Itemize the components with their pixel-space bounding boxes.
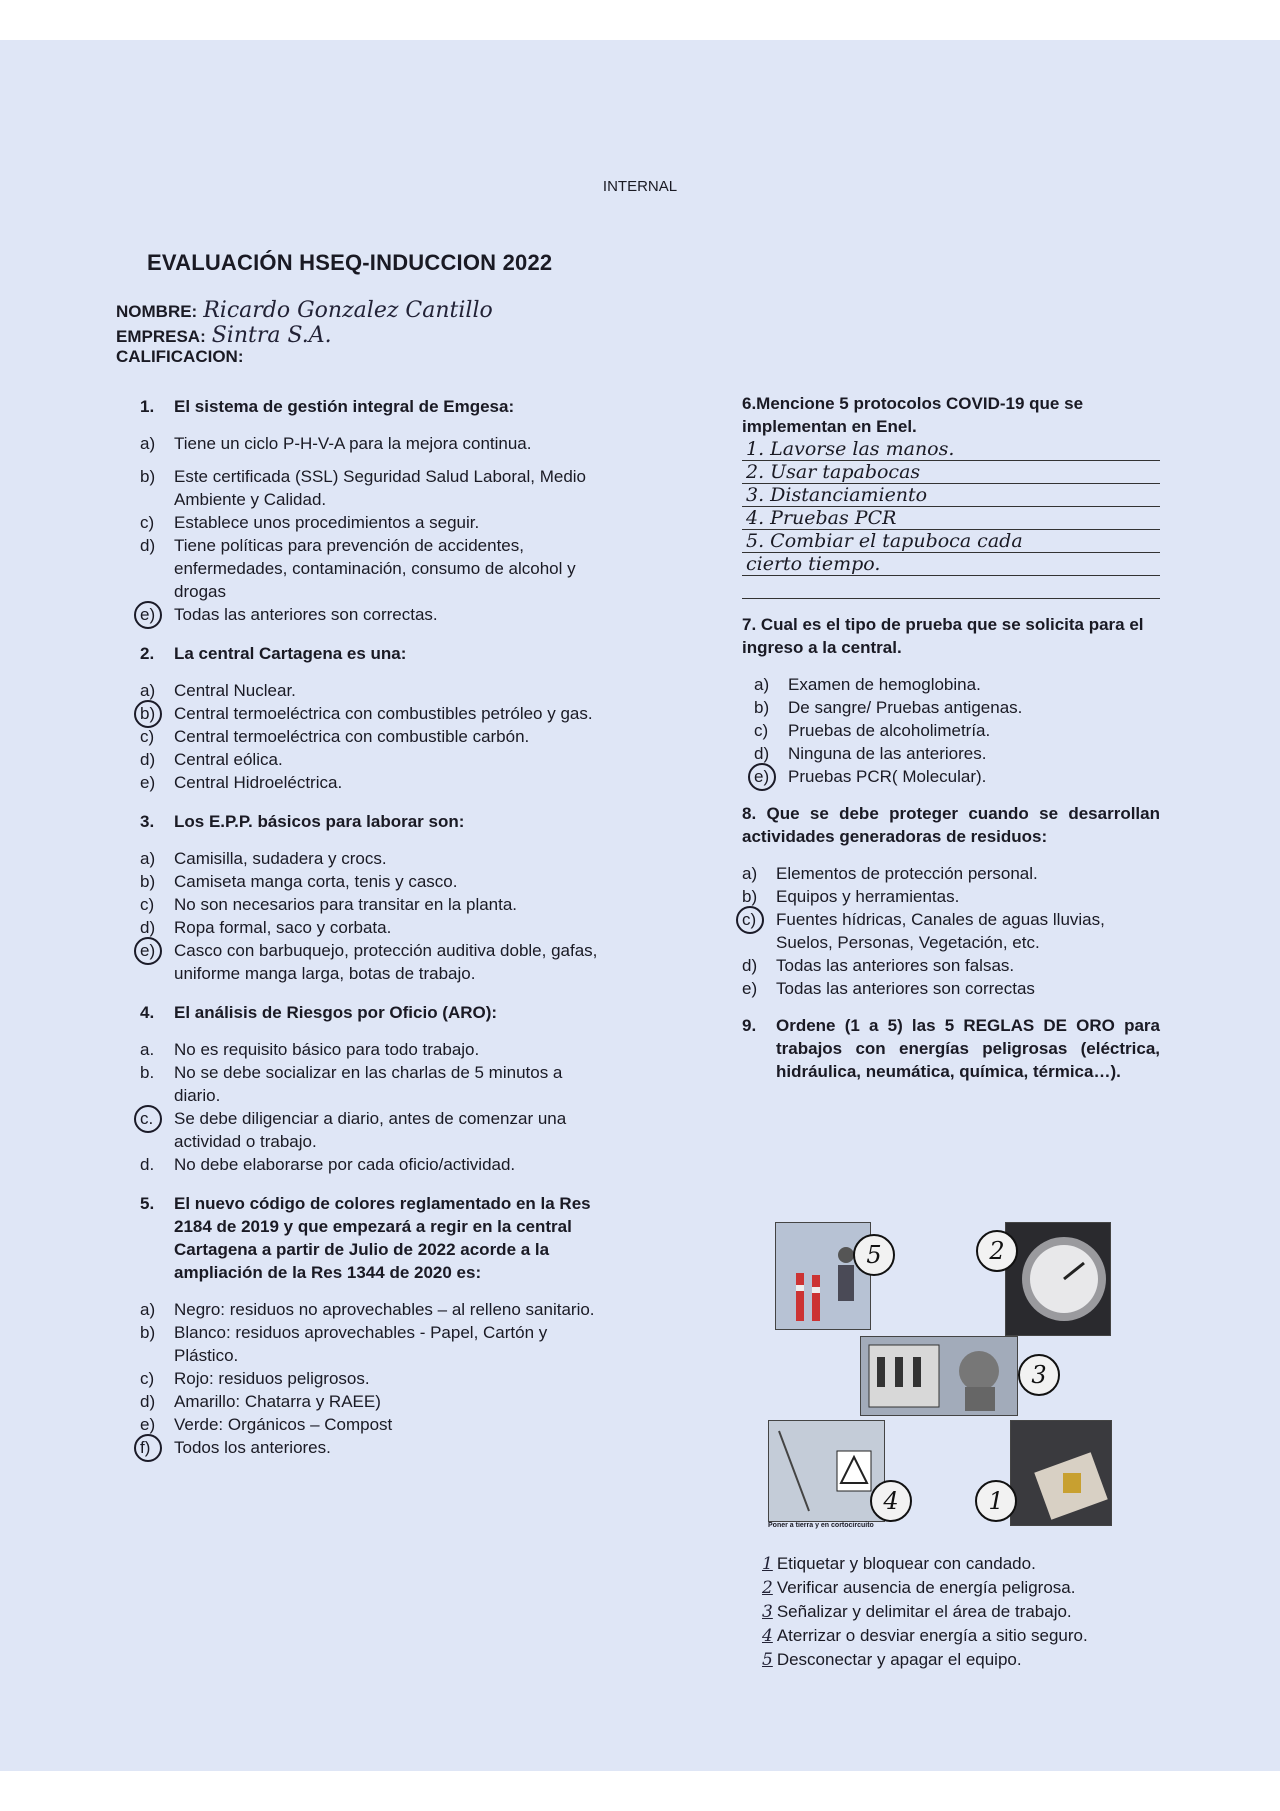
q3-option-d: d) Ropa formal, saco y corbata. [140,918,392,937]
q5-option-b: b) Blanco: residuos aprovechables - Papel, Cartón y Plástico. [140,1323,548,1365]
q8-option-e: e) Todas las anteriores son correctas [742,979,1035,998]
q3-option-b: b) Camiseta manga corta, tenis y casco. [140,872,458,891]
grounding-photo [768,1420,885,1522]
warning-sign-icon [769,1421,884,1521]
q4-option-b: b. No se debe socializar en las charlas de 5 minutos a diario. [140,1063,563,1105]
q1-option-c: c) Establece unos procedimientos a seguir. [140,513,480,532]
q6-answer-line: 4. Pruebas PCR [742,507,1160,530]
question-6: 6.Mencione 5 protocolos COVID-19 que se implementan en Enel. [742,394,1084,436]
q4-option-c: c. Se debe diligenciar a diario, antes de comenzar una actividad o trabajo. [140,1107,610,1153]
q4-option-d: d. No debe elaborarse por cada oficio/actividad. [140,1155,516,1174]
order-badge: 4 [870,1480,912,1522]
calificacion-label: CALIFICACION: [116,347,244,366]
q1-option-a: a) Tiene un ciclo P-H-V-A para la mejora continua. [140,434,532,453]
q3-option-a: a) Camisilla, sudadera y crocs. [140,849,387,868]
grounding-caption: Poner a tierra y en cortocircuito [768,1522,874,1529]
golden-rule: 3 Señalizar y delimitar el área de trabajo. [762,1602,1072,1622]
question-4: 4. El análisis de Riesgos por Oficio (ARO): [140,1003,498,1022]
internal-header: INTERNAL [602,178,678,195]
q3-option-c: c) No son necesarios para transitar en la planta. [140,895,518,914]
nombre-row [116,298,493,323]
q8-option-d: d) Todas las anteriores son falsas. [742,956,1015,975]
q7-option-d: d) Ninguna de las anteriores. [754,744,987,763]
q6-answer-line: 3. Distanciamiento [742,484,1160,507]
padlock-icon [1011,1421,1111,1525]
golden-rule: 2 Verificar ausencia de energía peligrosa. [762,1578,1076,1598]
q5-option-a: a) Negro: residuos no aprovechables – al relleno sanitario. [140,1300,595,1319]
workers-photo [775,1222,871,1330]
question-1: 1. El sistema de gestión integral de Emgesa: [140,397,515,416]
question-3: 3. Los E.P.P. básicos para laborar son: [140,812,465,831]
q7-option-a: a) Examen de hemoglobina. [754,675,981,694]
q2-option-c: c) Central termoeléctrica con combustible carbón. [140,727,530,746]
q5-option-c: c) Rojo: residuos peligrosos. [140,1369,370,1388]
breakers-photo [860,1336,1018,1416]
answer-circle [748,763,776,791]
answer-circle [134,937,162,965]
q2-option-e: e) Central Hidroeléctrica. [140,773,343,792]
breakers-illustration [861,1337,1017,1415]
q2-option-d: d) Central eólica. [140,750,283,769]
answer-circle [134,601,162,629]
order-badge: 3 [1018,1354,1060,1396]
golden-rule: 5 Desconectar y apagar el equipo. [762,1650,1022,1670]
answer-circle [134,1105,162,1133]
lockout-tagout-photo [1010,1420,1112,1526]
q6-answer-line: cierto tiempo. [742,553,1160,576]
page-title: EVALUACIÓN HSEQ-INDUCCION 2022 [147,250,553,275]
empresa-value: Sintra S.A. [211,323,332,348]
q2-option-b: b) Central termoeléctrica con combustibles petróleo y gas. [140,702,610,725]
q7-option-c: c) Pruebas de alcoholimetría. [754,721,991,740]
golden-rule: 4 Aterrizar o desviar energía a sitio seguro. [762,1626,1088,1646]
answer-circle [736,906,764,934]
q5-option-d: d) Amarillo: Chatarra y RAEE) [140,1392,381,1411]
q5-option-e: e) Verde: Orgánicos – Compost [140,1415,393,1434]
q7-option-e: e) Pruebas PCR( Molecular). [754,765,1160,788]
question-2: 2. La central Cartagena es una: [140,644,407,663]
golden-rules-list [762,1552,1182,1672]
q6-answer-line [742,576,1160,599]
q8-option-c: c) Fuentes hídricas, Canales de aguas lluvias, Suelos, Personas, Vegetación, etc. [742,908,1160,954]
pressure-gauge-photo [1005,1222,1111,1336]
answer-circle [134,700,162,728]
q3-option-e: e) Casco con barbuquejo, protección auditiva doble, gafas, uniforme manga larga, botas de trabajo. [140,939,610,985]
q1-option-e: e) Todas las anteriores son correctas. [140,603,610,626]
pressure-gauge-icon [1006,1223,1110,1335]
q4-option-a: a. No es requisito básico para todo trabajo. [140,1040,480,1059]
q6-answer-line: 2. Usar tapabocas [742,461,1160,484]
order-badge: 1 [975,1480,1017,1522]
calificacion-row [116,347,243,367]
q1-option-d: d) Tiene políticas para prevención de accidentes, enfermedades, contaminación, consumo de alcohol y drogas [140,536,576,601]
q2-option-a: a) Central Nuclear. [140,681,296,700]
q1-option-b: b) Este certificada (SSL) Seguridad Salud Laboral, Medio Ambiente y Calidad. [140,467,587,509]
right-column [742,392,1160,1097]
q5-option-f: f) Todos los anteriores. [140,1436,610,1459]
question-5: 5. El nuevo código de colores reglamentado en la Res 2184 de 2019 y que empezará a regir en la central Cartagena a partir de Julio de 2022 acorde a la ampliación de la Res 1344 de 2020 es: [140,1194,591,1282]
scanned-page [0,40,1280,1771]
question-8: 8. Que se debe proteger cuando se desarrollan actividades generadoras de residuos: [742,804,1160,846]
order-badge: 2 [976,1230,1018,1272]
question-7: 7. Cual es el tipo de prueba que se solicita para el ingreso a la central. [742,615,1144,657]
q6-answer-lines [742,438,1160,599]
empresa-label: EMPRESA: [116,327,206,346]
nombre-value: Ricardo Gonzalez Cantillo [203,298,493,323]
left-column [140,395,610,1459]
empresa-row [116,323,332,348]
order-badge: 5 [853,1234,895,1276]
question-9: 9. Ordene (1 a 5) las 5 REGLAS DE ORO para trabajos con energías peligrosas (eléctrica, hidráulica, neumática, química, térmica…). [742,1016,1160,1081]
q6-answer-line: 1. Lavorse las manos. [742,438,1160,461]
nombre-label: NOMBRE: [116,302,198,321]
golden-rule: 1 Etiquetar y bloquear con candado. [762,1554,1036,1574]
q7-option-b: b) De sangre/ Pruebas antigenas. [754,698,1023,717]
q8-option-b: b) Equipos y herramientas. [742,887,960,906]
q8-option-a: a) Elementos de protección personal. [742,864,1038,883]
answer-circle [134,1434,162,1462]
q6-answer-line: 5. Combiar el tapuboca cada [742,530,1160,553]
workers-illustration [776,1223,870,1329]
